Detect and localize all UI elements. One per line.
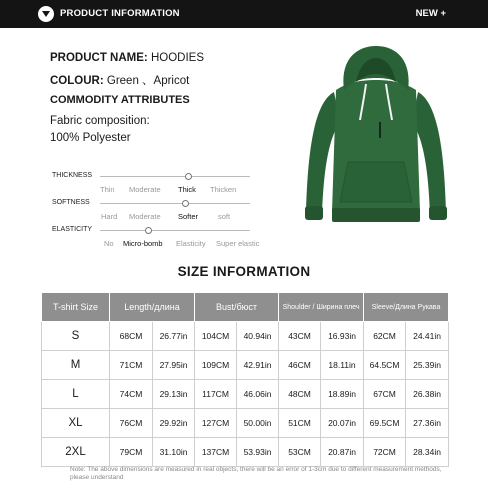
measurement-note: Note: The above dimensions are measured in real objects, there will be an error of 1-3cm due to different measurement methods, please understand	[70, 466, 442, 481]
size-cell: S	[42, 322, 110, 351]
table-cell: 43CM	[279, 322, 321, 351]
scale-label: SOFTNESS	[52, 199, 90, 206]
thickness-scale	[52, 172, 272, 196]
scale-option: Moderate	[129, 212, 161, 221]
header-length: Length/длина	[110, 293, 195, 322]
scale-track	[100, 203, 250, 204]
scale-option: Thicken	[210, 185, 237, 194]
table-row	[42, 380, 449, 409]
table-row	[42, 438, 449, 467]
scale-option: Hard	[101, 212, 118, 221]
table-cell: 68CM	[110, 322, 153, 351]
elasticity-scale	[52, 226, 272, 250]
hoodie-image	[296, 42, 456, 232]
scale-label: ELASTICITY	[52, 226, 93, 233]
scale-option-selected: Thick	[178, 185, 196, 194]
table-row	[42, 351, 449, 380]
product-name-line	[50, 52, 204, 64]
table-cell: 40.94in	[237, 322, 279, 351]
scale-option: Elasticity	[176, 239, 206, 248]
table-cell: 127CM	[195, 409, 237, 438]
table-cell: 26.38in	[406, 380, 449, 409]
table-cell: 27.95in	[153, 351, 195, 380]
table-cell: 25.39in	[406, 351, 449, 380]
table-cell: 26.77in	[153, 322, 195, 351]
header-title: PRODUCT INFORMATION	[60, 8, 180, 19]
table-cell: 42.91in	[237, 351, 279, 380]
table-cell: 53.93in	[237, 438, 279, 467]
table-cell: 16.93in	[321, 322, 364, 351]
product-name-value: HOODIES	[150, 52, 204, 64]
composition-value: 100% Polyester	[50, 132, 131, 144]
header-shoulder: Shoulder / Ширина плеч	[279, 293, 364, 322]
header-bar	[0, 0, 488, 28]
table-cell: 51CM	[279, 409, 321, 438]
table-cell: 62CM	[364, 322, 406, 351]
table-cell: 69.5CM	[364, 409, 406, 438]
size-cell: M	[42, 351, 110, 380]
table-cell: 31.10in	[153, 438, 195, 467]
table-cell: 64.5CM	[364, 351, 406, 380]
header-size: T-shirt Size	[42, 293, 110, 322]
scale-option: Super elastic	[216, 239, 260, 248]
table-cell: 50.00in	[237, 409, 279, 438]
table-cell: 28.34in	[406, 438, 449, 467]
size-info-title: SIZE INFORMATION	[177, 264, 311, 279]
scale-option: Moderate	[129, 185, 161, 194]
table-cell: 76CM	[110, 409, 153, 438]
table-cell: 20.07in	[321, 409, 364, 438]
colour-line	[50, 72, 189, 88]
table-cell: 29.92in	[153, 409, 195, 438]
size-cell: L	[42, 380, 110, 409]
size-cell: XL	[42, 409, 110, 438]
table-cell: 137CM	[195, 438, 237, 467]
size-table	[41, 292, 449, 467]
table-cell: 72CM	[364, 438, 406, 467]
size-table-header	[42, 293, 449, 322]
table-cell: 109CM	[195, 351, 237, 380]
scale-track	[100, 176, 250, 177]
table-row	[42, 322, 449, 351]
softness-scale	[52, 199, 272, 223]
composition-label: Fabric composition:	[50, 115, 150, 127]
table-cell: 67CM	[364, 380, 406, 409]
colour-value: Green 、Apricot	[106, 75, 190, 87]
table-cell: 74CM	[110, 380, 153, 409]
scale-label: THICKNESS	[52, 172, 93, 179]
table-cell: 29.13in	[153, 380, 195, 409]
table-cell: 20.87in	[321, 438, 364, 467]
chevron-down-icon	[38, 6, 54, 22]
product-name-label: PRODUCT NAME:	[50, 52, 148, 64]
scale-marker	[182, 200, 189, 207]
scale-option: soft	[218, 212, 231, 221]
table-cell: 18.11in	[321, 351, 364, 380]
table-cell: 46CM	[279, 351, 321, 380]
table-cell: 27.36in	[406, 409, 449, 438]
scale-track	[100, 230, 250, 231]
table-cell: 48CM	[279, 380, 321, 409]
scale-marker	[185, 173, 192, 180]
table-cell: 18.89in	[321, 380, 364, 409]
table-cell: 104CM	[195, 322, 237, 351]
table-cell: 79CM	[110, 438, 153, 467]
colour-label: COLOUR:	[50, 75, 104, 87]
scale-option-selected: Micro-bomb	[123, 239, 163, 248]
header-bust: Bust/бюст	[195, 293, 279, 322]
table-cell: 71CM	[110, 351, 153, 380]
table-cell: 46.06in	[237, 380, 279, 409]
table-cell: 53CM	[279, 438, 321, 467]
new-link[interactable]: NEW +	[415, 8, 446, 19]
table-cell: 24.41in	[406, 322, 449, 351]
header-sleeve: Sleeve/Длина Рукава	[364, 293, 449, 322]
scale-option: No	[104, 239, 114, 248]
scale-marker	[145, 227, 152, 234]
table-cell: 117CM	[195, 380, 237, 409]
scale-option: Thin	[100, 185, 115, 194]
attributes-title: COMMODITY ATTRIBUTES	[50, 94, 190, 106]
table-row	[42, 409, 449, 438]
size-cell: 2XL	[42, 438, 110, 467]
scale-option-selected: Softer	[178, 212, 199, 221]
